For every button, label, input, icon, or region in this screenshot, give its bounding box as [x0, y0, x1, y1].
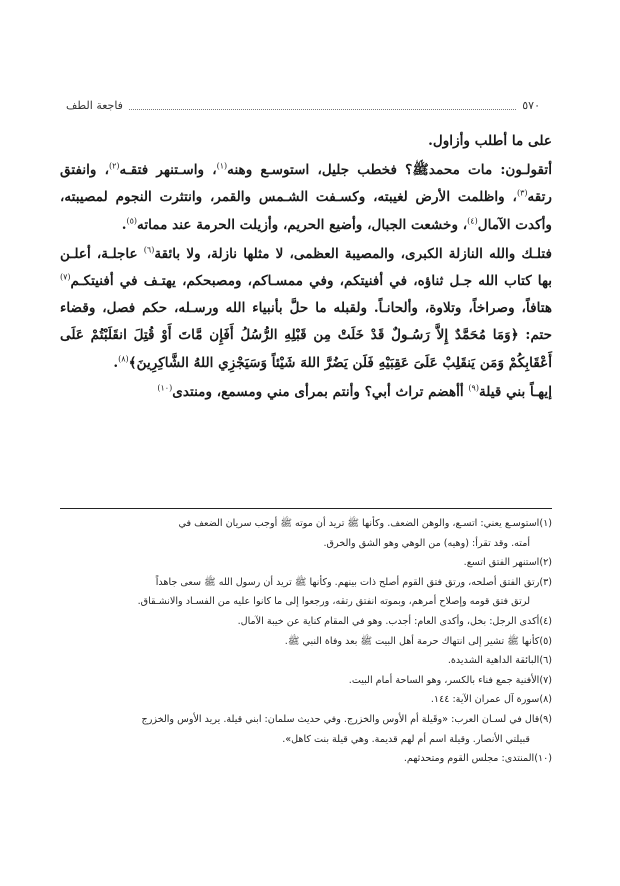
footnote-marker-9[interactable]: (٩)	[468, 383, 479, 393]
p4-text-a: إيهـاً بني قيلة	[478, 383, 552, 400]
footnote-number: (٧)	[539, 674, 552, 686]
footnote-text: استوسـع يعني: اتسـع، والوهن الضعف. وكأنها ﷺ تريد أن موته ﷺ أوجب سريان الضعف في	[178, 518, 540, 529]
p2-text-a: أتقولـون: مات محمدﷺ؟ فخطب جليل، استوسـع وهنه	[227, 162, 552, 179]
footnote-number: (٦)	[539, 655, 552, 667]
quran-verse: ﴿وَمَا مُحَمَّدٌ إِلاَّ رَسُـولٌ قَدْ خَلَتْ مِن قَبْلِهِ الرُّسُلُ أَفَإِن مَّاتَ أَوْ قُتِلَ انقَلَبْتُمْ عَلَى أَعْقَابِكُمْ وَمَن يَنقَلِبْ عَلَىَ عَقِبَيْهِ فَلَن يَضُرَّ اللهَ شَيْئاً وَسَيَجْزِي اللهُ الشَّاكِرِينَ﴾	[60, 327, 552, 371]
footnote-number: (٩)	[539, 713, 552, 725]
footnote-marker-1[interactable]: (١)	[216, 161, 228, 171]
footnote-text: رتق الفتق أصلحه، ورتق فتق القوم أصلح ذات بينهم. وكأنها ﷺ تريد أن رسول الله ﷺ سعى جاهداً	[155, 576, 540, 588]
footnote-6	[60, 651, 552, 671]
footnote-continuation: لرتق فتق قومه وإصلاح أمرهم، وبموته انفتق رتقه، ورجعوا إلى ما كانوا عليه من الفسـاد والانشـقاق.	[137, 596, 530, 608]
footnote-text: الأفنية جمع فناء بالكسر، وهو الساحة أمام البيت.	[348, 674, 540, 686]
footnote-marker-6[interactable]: (٦)	[143, 245, 155, 255]
running-header	[66, 97, 540, 113]
footnote-text: استنهر الفتق اتسع.	[463, 557, 540, 569]
footnote-separator	[60, 508, 552, 509]
header-dotted-leader	[129, 101, 516, 110]
footnote-marker-4[interactable]: (٤)	[467, 216, 478, 226]
footnote-marker-7[interactable]: (٧)	[60, 272, 71, 282]
page-number: ٥٧٠	[522, 98, 540, 112]
running-title: فاجعة الطف	[66, 98, 123, 112]
footnote-text: كأنها ﷺ تشير إلى انتهاك حرمة أهل البيت ﷺ بعد وفاة النبي ﷺ.	[284, 635, 540, 647]
footnote-marker-8[interactable]: (٨)	[118, 354, 129, 364]
paragraph-2	[60, 157, 552, 239]
p4-text-b: أأهضم تراث أبي؟ وأنتم بمرأى مني ومسمع، ومنتدى	[172, 383, 469, 400]
footnote-3	[60, 573, 552, 612]
footnotes	[60, 514, 552, 769]
footnote-number: (٨)	[539, 694, 552, 706]
footnote-number: (١٠)	[534, 753, 552, 765]
footnote-number: (٤)	[539, 615, 552, 627]
p3-text-d: .	[113, 354, 119, 371]
footnote-text: قال في لسـان العرب: «وقَيلة أم الأوس والخزرج. وفي حديث سلمان: ابني قيلة. يريد الأوس والخزرج	[141, 713, 540, 725]
footnote-2	[60, 553, 552, 573]
p3-text-a: فتلـك والله النازلة الكبرى، والمصيبة العظمى، لا مثلها نازلة، ولا بائقة	[154, 245, 553, 262]
footnote-text: البائقة الداهية الشديدة.	[447, 655, 540, 667]
footnote-5	[60, 632, 552, 652]
footnote-10	[60, 749, 552, 769]
paragraph-4	[60, 379, 552, 406]
footnote-marker-10[interactable]: (١٠)	[157, 383, 173, 393]
footnote-8	[60, 690, 552, 710]
paragraph-3	[60, 241, 552, 377]
footnote-7	[60, 671, 552, 691]
footnote-4	[60, 612, 552, 632]
footnote-marker-5[interactable]: (٥)	[126, 216, 138, 226]
footnote-continuation: أمته. وقد تقرأ: (وهيه) من الوهي وهو الشق والخرق.	[323, 537, 530, 549]
paragraph-1	[60, 128, 552, 155]
p3-text-c: هتافاً، وصراخاً، وتلاوة، وألحانـاً. ولقبله ما حلَّ بأنبياء الله ورسـله، حكم فصل، وقضاء حتم:	[60, 300, 552, 344]
footnote-9	[60, 710, 552, 749]
footnote-number: (٥)	[539, 635, 552, 647]
p2-text-f: .	[121, 216, 127, 233]
footnote-continuation: قبيلتي الأنصار. وقيلة اسم أم لهم قديمة. وهي قيلة بنت كاهل».	[282, 733, 530, 745]
p2-text-e: ، وخشعت الجبال، وأضيع الحريم، وأزيلت الحرمة عند مماته	[137, 216, 468, 233]
p2-text-c: ، وانفتق رتقه	[60, 162, 552, 206]
footnote-number: (٣)	[539, 576, 552, 588]
p3-text-b: عاجلـة، أعلـن بها كتاب الله جـل ثناؤه، في أفنيتكم، وفي ممسـاكم، ومصبحكم، يهتـف في أفنيتكـم	[60, 245, 552, 290]
footnote-marker-2[interactable]: (٢)	[108, 161, 120, 171]
footnote-text: أكدى الرجل: بخل، وأكدى العام: أجدب. وهو في المقام كناية عن خيبة الآمال.	[237, 615, 540, 627]
footnote-1	[60, 514, 552, 553]
main-text	[60, 128, 552, 408]
footnote-marker-3[interactable]: (٣)	[516, 188, 528, 198]
p2-text-d: ، واظلمت الأرض لغيبته، وكسـفت الشـمس والقمر، وانتثرت النجوم لمصيبته، وأكدت الآمال	[60, 189, 552, 233]
paragraph-1-text: على ما أطلب وأزاول.	[428, 133, 552, 149]
p2-text-b: ، واسـتنهر فتقـه	[119, 162, 217, 179]
footnote-number: (١)	[539, 518, 552, 529]
footnote-text: المنتدى: مجلس القوم ومتحدثهم.	[403, 753, 535, 765]
footnote-number: (٢)	[539, 557, 552, 569]
footnote-text: سورة آل عمران الآية: ١٤٤.	[430, 694, 540, 706]
